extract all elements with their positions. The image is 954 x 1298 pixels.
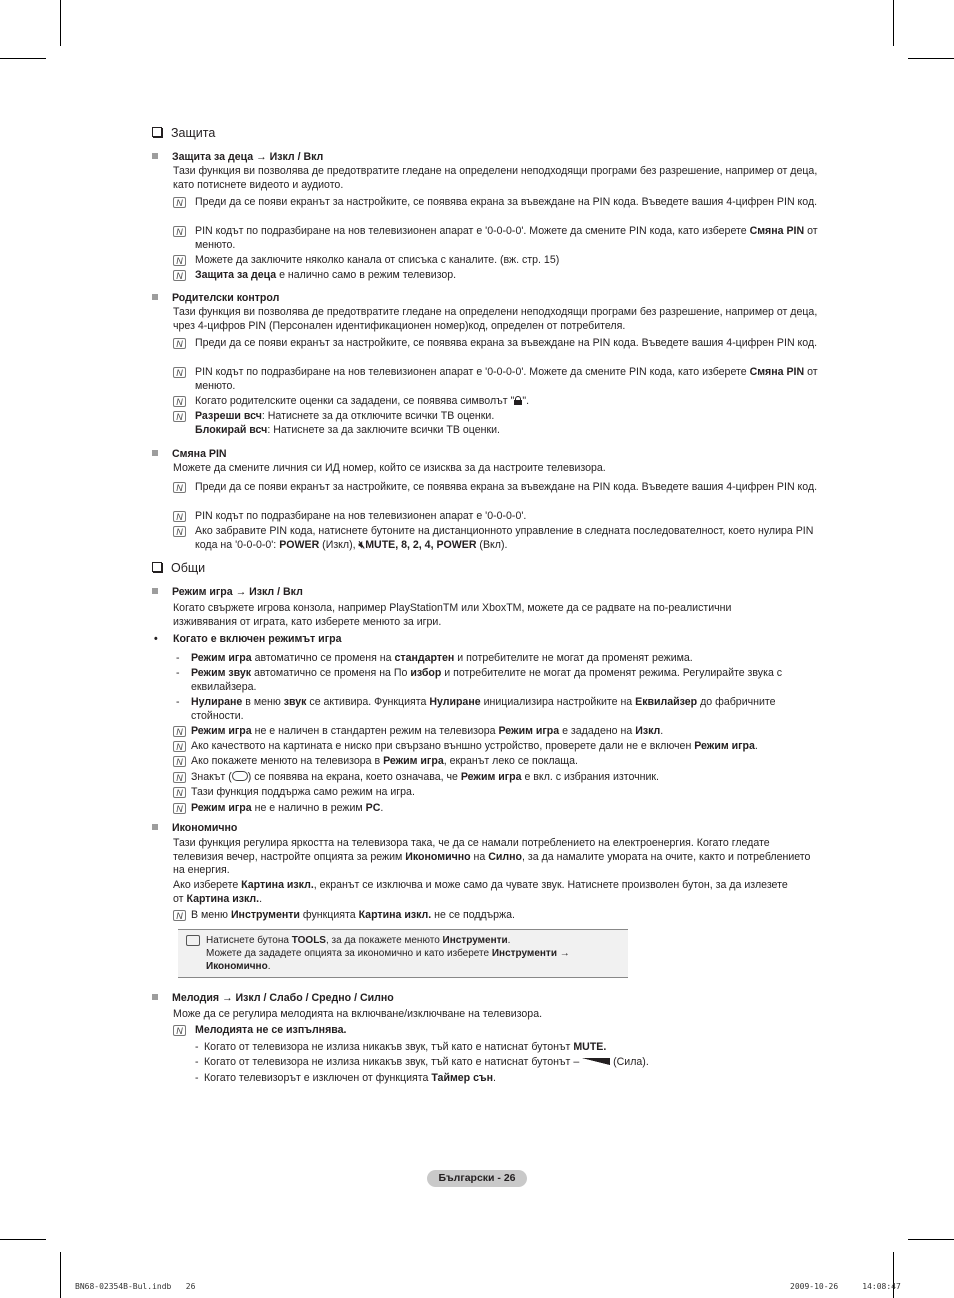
note-icon: N [173,367,186,378]
bullet-icon: • [154,633,158,645]
page-number-badge: Български - 26 [427,1170,527,1187]
note-icon: N [173,526,186,537]
subsection-title-economy: Икономично [152,822,237,836]
economy-description: Тази функция регулира яркостта на телевизора така, че да се намали потреблението на електроенергия. Когато гледате телевизия вечер, настройте опцията за режим Икономично на Силно, за да намалите умората на очите, както и потреблението на енергия. [173,837,811,877]
note-icon: N [173,482,186,493]
note-icon: N [173,197,186,208]
subsection-title-child-lock: Защита за деца → Изкл / Вкл [152,151,323,165]
note: N Можете да заключите няколко канала от списъка с каналите. (вж. стр. 15) [173,254,823,268]
change-pin-description: Можете да смените личния си ИД номер, който се изисква за да настроите телевизора. [173,462,606,474]
note: N Преди да се появи екранът за настройките, се появява екрана за въвеждане на PIN кода. Въведете вашия 4-цифрен PIN код. [173,337,823,351]
crop-mark [0,58,46,59]
dash-item: - Режим звук автоматично се променя на По избор и потребителите не могат да променят режима. Регулирайте звука с еквилайзера. [176,667,783,693]
economy-description-2: Ако изберете Картина изкл., екранът се изключва и може само да чувате звук. Натиснете произволен бутон, за да излезете от Картина изкл.. [173,879,788,905]
note: N Ако покажете менюто на телевизора в Режим игра, екранът леко се поклаща. [173,755,823,769]
note-icon: N [173,411,186,422]
note-icon: N [173,803,186,814]
tools-icon [186,935,200,946]
print-date: 2009-10-26 14:08:47 [790,1282,901,1291]
note: N В меню Инструменти функцията Картина изкл. не се поддържа. [173,909,823,923]
square-bullet-icon [152,450,158,456]
volume-icon [582,1058,610,1065]
note: N Режим игра не е наличен в стандартен режим на телевизора Режим игра е зададено на Изкл. [173,725,823,739]
note: N Преди да се появи екранът за настройките, се появява екрана за въвеждане на PIN кода. Въведете вашия 4-цифрен PIN код. [173,481,823,495]
dash-item: - Режим игра автоматично се променя на стандартен и потребителите не могат да променят режима. [176,652,693,664]
file-info: BN68-02354B-Bul.indb 26 [75,1282,196,1291]
checkbox-icon [152,562,162,572]
note-icon: N [173,226,186,237]
note-icon: N [173,270,186,281]
tools-tip-box: Натиснете бутона TOOLS, за да покажете менюто Инструменти. Можете да зададете опцията за икономично и като изберете Инструменти → Икономично. [178,929,628,978]
note: N Ако качеството на картината е ниско при свързано външно устройство, проверете дали не е включен Режим игра. [173,740,823,754]
note-icon: N [173,787,186,798]
subsection-title-change-pin: Смяна PIN [152,448,227,462]
crop-mark [0,1239,46,1240]
square-bullet-icon [152,153,158,159]
note-icon: N [173,756,186,767]
note: N Когато родителските оценки са зададени, се появява символът " ". [173,395,823,409]
melody-description: Може да се регулира мелодията на включване/изключване на телевизора. [173,1008,543,1020]
subsection-title-parental: Родителски контрол [152,292,279,306]
note-icon: N [173,910,186,921]
game-mode-description: Когато свържете игрова конзола, например PlayStationTM или XboxTM, можете да се радвате на по-реалистични изживявания от играта, като изберете менюто за игри. [173,602,732,628]
crop-mark [60,0,61,46]
note: N Режим игра не е налично в режим PC. [173,802,823,816]
note-icon: N [173,726,186,737]
square-bullet-icon [152,588,158,594]
square-bullet-icon [152,294,158,300]
note-icon: N [173,338,186,349]
note-icon: N [173,741,186,752]
note: N Мелодията не се изпълнява. [173,1024,823,1038]
child-lock-description: Тази функция ви позволява де предотвратите гледане на определени неподходящи програми без разрешение, например от деца, като потиснете видеото и аудиото. [173,165,818,191]
bullet-item: • Когато е включен режимът игра [154,633,342,645]
gamepad-icon [232,771,248,781]
note: N PIN кодът по подразбиране на нов телевизионен апарат е '0-0-0-0'. Можете да смените PIN кода, като изберете Смяна PIN от менюто. [173,366,823,393]
lock-icon [514,396,522,405]
square-bullet-icon [152,994,158,1000]
dash-item: - Когато телевизорът е изключен от функцията Таймер сън. [195,1072,496,1084]
subsection-title-melody: Мелодия → Изкл / Слабо / Средно / Силно [152,992,394,1006]
note: N PIN кодът по подразбиране на нов телевизионен апарат е '0-0-0-0'. [173,510,823,524]
square-bullet-icon [152,824,158,830]
note: N Знакът ( ) се появява на екрана, което означава, че Режим игра е вкл. с избрания източник. [173,771,823,785]
parental-description: Тази функция ви позволява де предотвратите гледане на определени неподходящи програми без разрешение, например от деца, чрез 4-цифров PIN (Персонален идентификационен номер)код, определен от потребителя. [173,306,818,332]
crop-mark [893,0,894,46]
note: N Ако забравите PIN кода, натиснете бутоните на дистанционното управление в следната последователност, което нулира PIN кода на '0-0-0-0': POWER (Изкл), 🔇︎MUTE, 8, 2, 4, POWER (Вкл). [173,525,823,552]
section-title-protection: Защита [152,127,215,141]
subsection-title-game-mode: Режим игра → Изкл / Вкл [152,586,303,600]
dash-item: - Когато от телевизора не излиза никакъв звук, тъй като е натиснат бутонът MUTE. [195,1041,607,1053]
note: N Разреши всч: Натиснете за да отключите всички ТВ оценки. Блокирай всч: Натиснете за да заключите всички ТВ оценки. [173,410,823,437]
crop-mark [60,1252,61,1298]
note-icon: N [173,396,186,407]
mute-icon: 🔇︎ [358,538,366,551]
note: N PIN кодът по подразбиране на нов телевизионен апарат е '0-0-0-0'. Можете да смените PIN кода, като изберете Смяна PIN от менюто. [173,225,823,252]
section-title-general: Общи [152,562,205,576]
checkbox-icon [152,127,162,137]
note: N Преди да се появи екранът за настройките, се появява екрана за въвеждане на PIN кода. Въведете вашия 4-цифрен PIN код. [173,196,823,210]
note-icon: N [173,511,186,522]
crop-mark [908,58,954,59]
note-icon: N [173,772,186,783]
note: N Тази функция поддържа само режим на игра. [173,786,823,800]
crop-mark [908,1239,954,1240]
dash-item: - Когато от телевизора не излиза никакъв звук, тъй като е натиснат бутонът – (Сила). [195,1056,649,1068]
dash-item: - Нулиране в меню звук се активира. Функцията Нулиране инициализира настройките на Еквилайзер до фабричните стойности. [176,696,776,722]
note: N Защита за деца е налично само в режим телевизор. [173,269,823,283]
note-icon: N [173,1025,186,1036]
note-icon: N [173,255,186,266]
